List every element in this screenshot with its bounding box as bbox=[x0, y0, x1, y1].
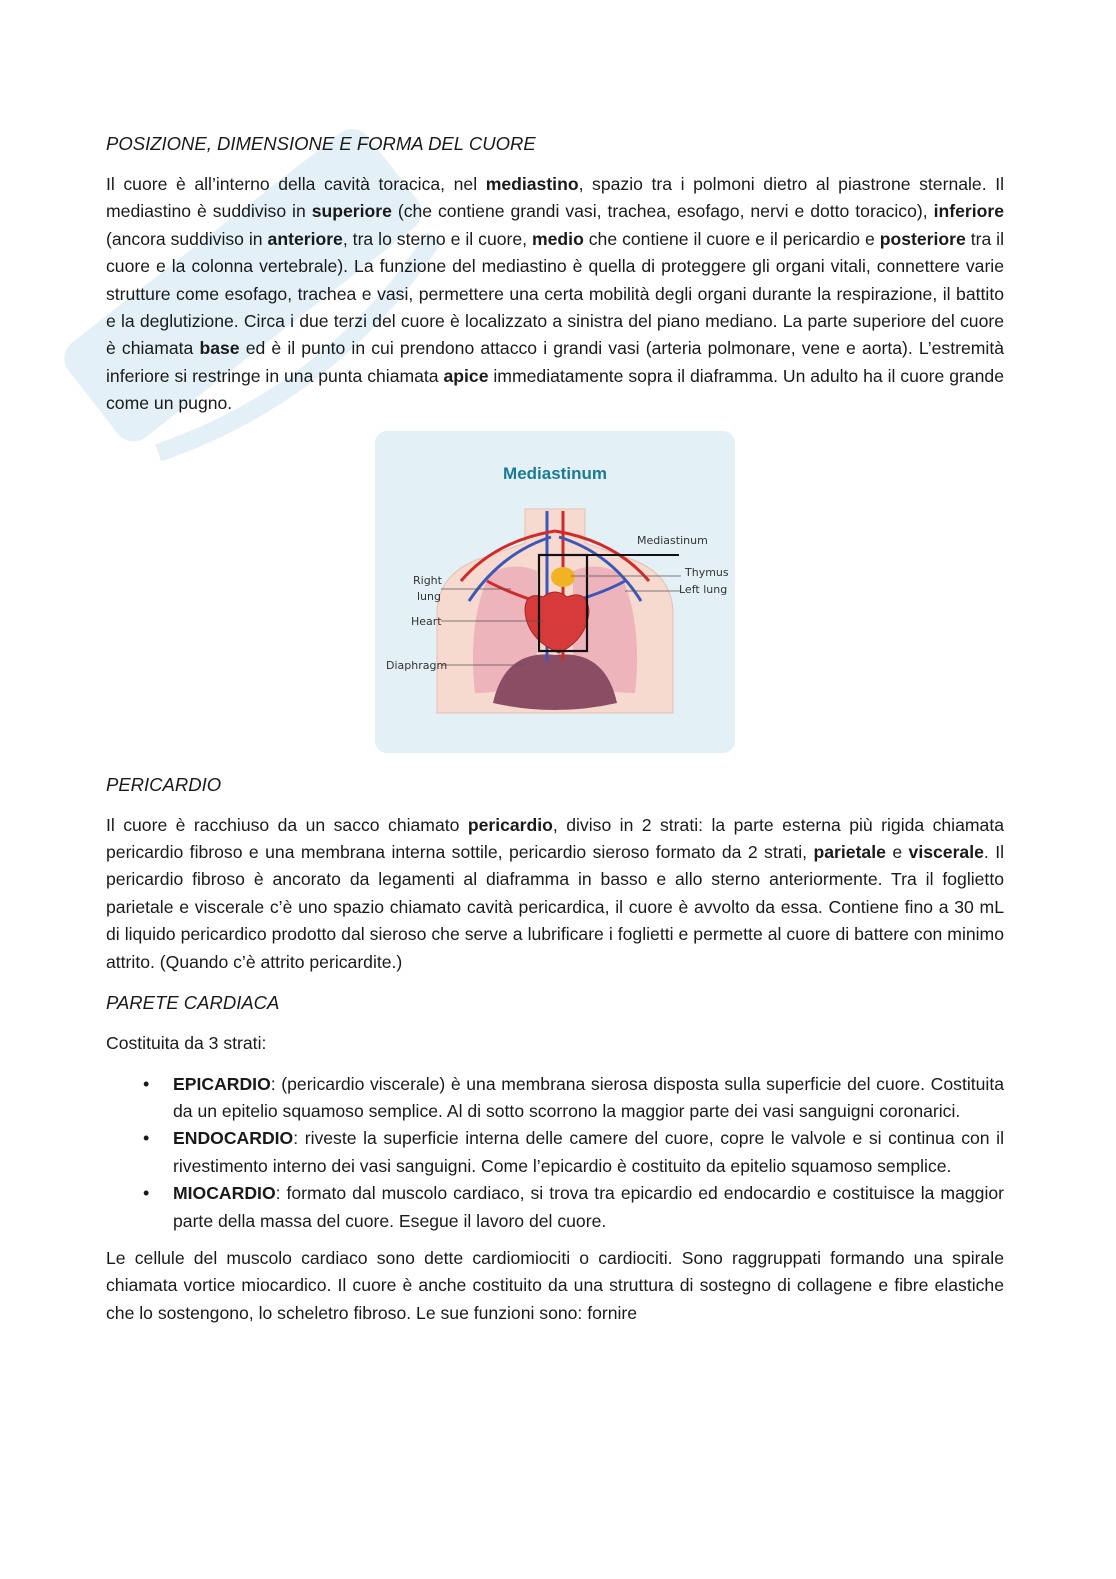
label-lung: lung bbox=[417, 589, 441, 603]
figure-title: Mediastinum bbox=[503, 463, 607, 483]
figure-container bbox=[106, 431, 1004, 753]
paragraph-cardiomyocytes: Le cellule del muscolo cardiaco sono dette cardiomiociti o cardiociti. Sono raggruppati formando una spirale chiamata vortice miocardico. Il cuore è anche costituito da una struttura di sostegno di collagene e fibre elastiche che lo sostengono, lo scheletro fibroso. Le sue funzioni sono: fornire bbox=[106, 1247, 1004, 1323]
document-page bbox=[106, 130, 1004, 1340]
label-heart: Heart bbox=[411, 614, 442, 628]
paragraph-heart-wall-intro: Costituita da 3 strati: bbox=[106, 1033, 267, 1054]
paragraph-pericardium: Il cuore è racchiuso da un sacco chiamato pericardio, diviso in 2 strati: la parte esterna più rigida chiamata pericardio fibroso e una membrana interna sottile, pericardio sieroso formato da 2 strati, parietale e viscerale. Il pericardio fibroso è ancorato da legamenti al diaframma in basso e allo sterno anteriormente. Tra il foglietto parietale e viscerale c’è uno spazio chiamato cavità pericardica, il cuore è avvolto da essa. Contiene fino a 30 mL di liquido pericardico prodotto dal sieroso che serve a lubrificare i foglietti e permette al cuore di battere con minimo attrito. (Quando c’è attrito pericardite.) bbox=[106, 814, 1005, 972]
section-heading-position: POSIZIONE, DIMENSIONE E FORMA DEL CUORE bbox=[106, 133, 536, 154]
label-right: Right bbox=[413, 573, 442, 587]
thymus-shape bbox=[551, 567, 575, 587]
label-left-lung: Left lung bbox=[679, 582, 728, 596]
heart-wall-layer-list bbox=[106, 1071, 1004, 1235]
list-item-epicardium: • EPICARDIO: (pericardio viscerale) è una membrana sierosa disposta sulla superficie del cuore. Costituita da un epitelio squamoso semplice. Al di sotto scorrono la maggior parte dei vasi sanguigni coronarici. bbox=[173, 1071, 1004, 1126]
list-item-endocardium: • ENDOCARDIO: riveste la superficie interna delle camere del cuore, copre le valvole e si continua con il rivestimento interno dei vasi sanguigni. Come l’epicardio è costituito da epitelio squamoso semplice. bbox=[173, 1125, 1004, 1180]
paragraph-position: Il cuore è all’interno della cavità toracica, nel mediastino, spazio tra i polmoni dietro al piastrone sternale. Il mediastino è suddiviso in superiore (che contiene grandi vasi, trachea, esofago, nervi e dotto toracico), inferiore (ancora suddiviso in anteriore, tra lo sterno e il cuore, medio che contiene il cuore e il pericardio e posteriore tra il cuore e la colonna vertebrale). La funzione del mediastino è quella di proteggere gli organi vitali, connettere varie strutture come esofago, trachea e vasi, permettere una certa mobilità degli organi durante la respirazione, il battito e la deglutizione. Circa i due terzi del cuore è localizzato a sinistra del piano mediano. La parte superiore del cuore è chiamata base ed è il punto in cui prendono attacco i grandi vasi (arteria polmonare, vene e aorta). L’estremità inferiore si restringe in una punta chiamata apice immediatamente sopra il diaframma. Un adulto ha il cuore grande come un pugno. bbox=[106, 174, 1004, 414]
list-item-myocardium: • MIOCARDIO: formato dal muscolo cardiaco, si trova tra epicardio ed endocardio e costituisce la maggior parte della massa del cuore. Esegue il lavoro del cuore. bbox=[173, 1180, 1004, 1235]
section-heading-pericardium: PERICARDIO bbox=[106, 773, 222, 795]
mediastinum-figure bbox=[375, 431, 735, 753]
mediastinum-illustration bbox=[375, 431, 735, 753]
label-thymus: Thymus bbox=[685, 565, 729, 579]
label-mediastinum: Mediastinum bbox=[637, 533, 708, 547]
label-diaphragm: Diaphragm bbox=[386, 658, 448, 672]
section-heading-heart-wall: PARETE CARDIACA bbox=[106, 992, 280, 1014]
